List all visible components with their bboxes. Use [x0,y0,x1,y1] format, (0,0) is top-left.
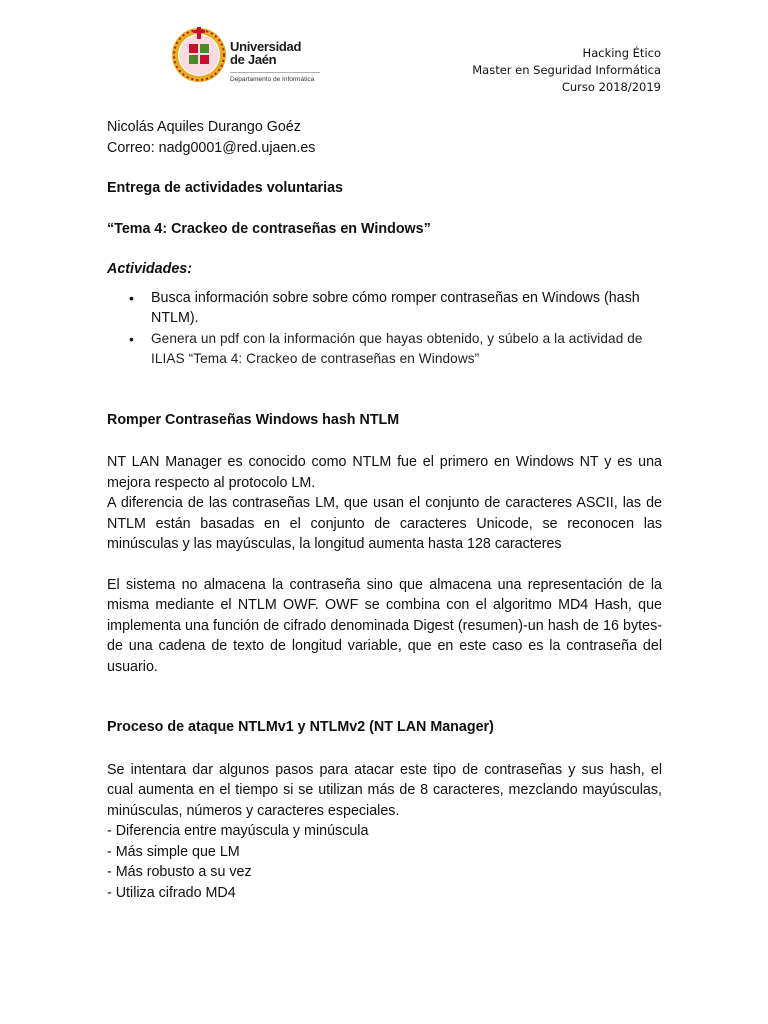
activity-item-text: Genera un pdf con la información que hayas obtenido, y súbelo a la actividad de ILIAS “Tema 4: Crackeo de contraseñas en Windows” [151,330,643,366]
section2-paragraph-1: Se intentara dar algunos pasos para atacar este tipo de contraseñas y sus hash, el cual aumenta en el tiempo si se utilizan más de 8 caracteres, mezclando mayúsculas, minúsculas, números y caracteres especiales. [107,761,662,819]
logo-text [230,40,320,83]
delivery-title: Entrega de actividades voluntarias [107,180,343,196]
activity-item: • Busca información sobre sobre cómo romper contraseñas en Windows (hash NTLM). [151,288,662,329]
university-seal-icon [170,24,228,86]
document-body [107,117,662,903]
author-name: Nicolás Aquiles Durango Goéz [107,119,301,135]
section2-list-item: - Más simple que LM [107,843,240,860]
section1-paragraph-1: NT LAN Manager es conocido como NTLM fue el primero en Windows NT y es una mejora respecto al protocolo LM. [107,454,662,491]
section1-heading: Romper Contraseñas Windows hash NTLM [107,411,400,428]
activity-item [151,329,662,370]
topic-title: “Tema 4: Crackeo de contraseñas en Windows” [107,220,431,237]
page-header [0,0,768,110]
activities-heading: Actividades: [107,261,193,277]
university-logo [170,22,330,92]
course-info [472,45,661,96]
activities-list [107,288,662,370]
logo-name-line1: Universidad [230,39,302,54]
section2-list-item: - Diferencia entre mayúscula y minúscula [107,823,369,839]
logo-department: Departamento de Informática [230,72,320,83]
section2-list-item: - Más robusto a su vez [107,864,252,880]
section1-paragraph-2: A diferencia de las contraseñas LM, que usan el conjunto de caracteres ASCII, las de NTLM están basadas en el conjunto de caracteres Unicode, se reconocen las minúsculas y las mayúsculas, la longitud aumenta hasta 128 caracteres [107,495,662,552]
author-email: Correo: nadg0001@red.ujaen.es [107,139,316,156]
course-line-2: Master en Seguridad Informática [472,63,661,77]
logo-name-line2: de Jaén [230,52,277,67]
section1-paragraph-3: El sistema no almacena la contraseña sino que almacena una representación de la misma mediante el NTLM OWF. OWF se combina con el algoritmo MD4 Hash, que implementa una función de cifrado denominada Digest (resumen)-un hash de 16 bytes- de una cadena de texto de longitud variable, que en este caso es la contraseña del usuario. [107,576,662,675]
section2-list-item: - Utiliza cifrado MD4 [107,884,236,901]
section2-heading: Proceso de ataque NTLMv1 y NTLMv2 (NT LAN Manager) [107,719,494,735]
course-line-3: Curso 2018/2019 [561,80,661,94]
course-line-1: Hacking Ético [582,46,661,60]
